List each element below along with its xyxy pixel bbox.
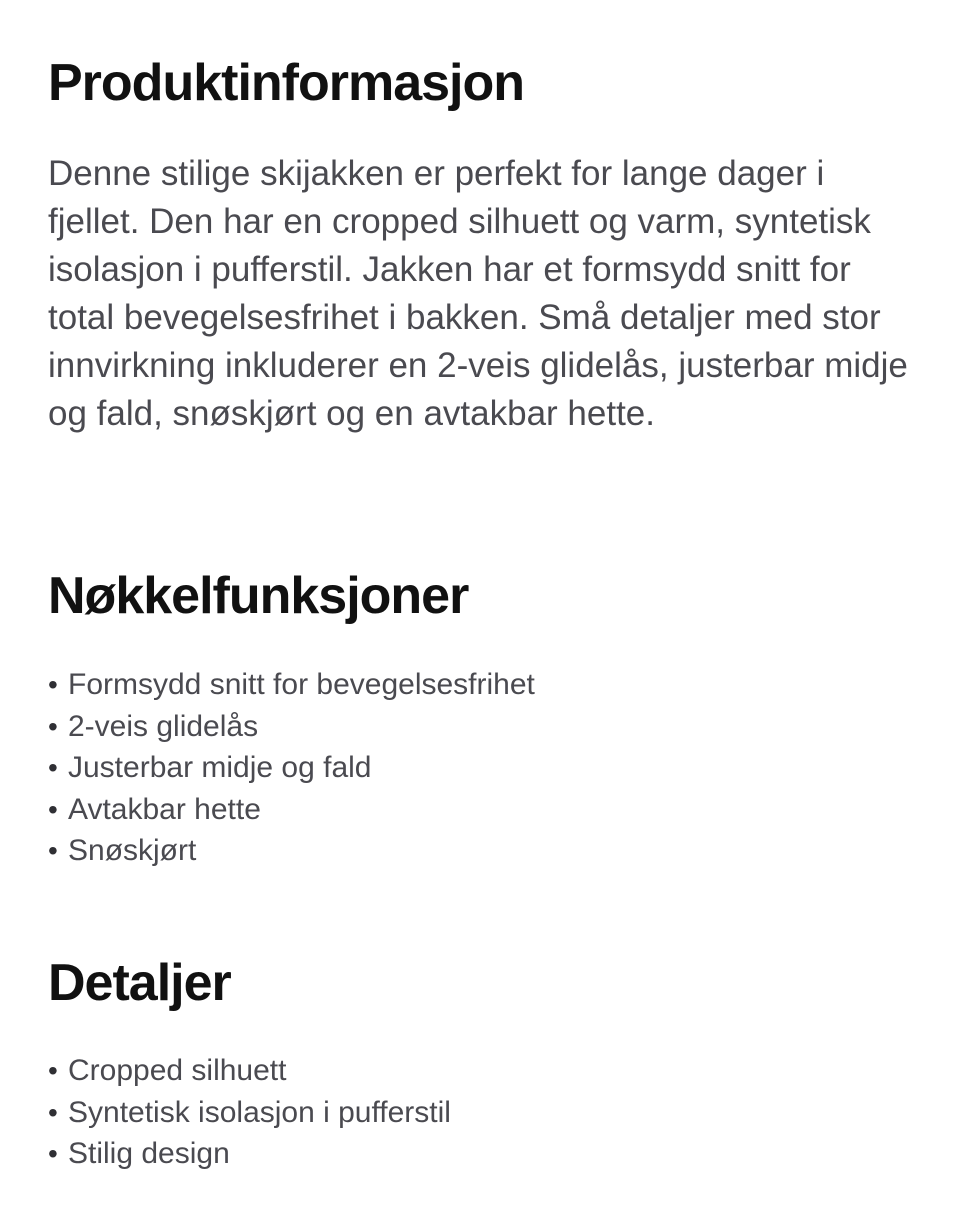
bullet-icon: • <box>48 752 58 783</box>
bullet-icon: • <box>48 1055 58 1086</box>
list-item-label: Cropped silhuett <box>68 1054 287 1087</box>
details-title: Detaljer <box>48 954 231 1012</box>
bullet-icon: • <box>48 710 58 742</box>
details-list <box>48 1050 908 1175</box>
bullet-icon: • <box>48 835 58 866</box>
list-item-label: 2-veis glidelås <box>68 709 259 743</box>
list-item-label: Avtakbar hette <box>68 792 261 826</box>
product-info-description: Denne stilige skijakken er perfekt for lange dager i fjellet. Den har en cropped silhuett og varm, syntetisk isolasjon i pufferstil. Jakken har et formsydd snitt for total bevegelsesfrihet i bakken. Små detaljer med stor innvirkning inkluderer en 2-veis glidelås, justerbar midje og fald, snøskjørt og en avtakbar hette. <box>48 154 908 433</box>
list-item <box>48 789 908 831</box>
list-item <box>48 1133 908 1175</box>
list-item-label: Justerbar midje og fald <box>68 751 372 784</box>
bullet-icon: • <box>48 793 58 825</box>
list-item-label: Syntetisk isolasjon i pufferstil <box>68 1095 451 1129</box>
list-item-label: Stilig design <box>68 1137 230 1170</box>
bullet-icon: • <box>48 1138 58 1169</box>
product-info-title: Produktinformasjon <box>48 54 525 112</box>
bullet-icon: • <box>48 669 58 700</box>
key-features-list <box>48 664 908 872</box>
list-item <box>48 1050 908 1092</box>
list-item <box>48 830 908 872</box>
bullet-icon: • <box>48 1096 58 1128</box>
list-item <box>48 706 908 748</box>
list-item <box>48 747 908 789</box>
list-item <box>48 1092 908 1134</box>
list-item-label: Snøskjørt <box>68 834 197 867</box>
list-item-label: Formsydd snitt for bevegelsesfrihet <box>68 668 535 701</box>
list-item <box>48 664 908 706</box>
key-features-title: Nøkkelfunksjoner <box>48 567 469 625</box>
